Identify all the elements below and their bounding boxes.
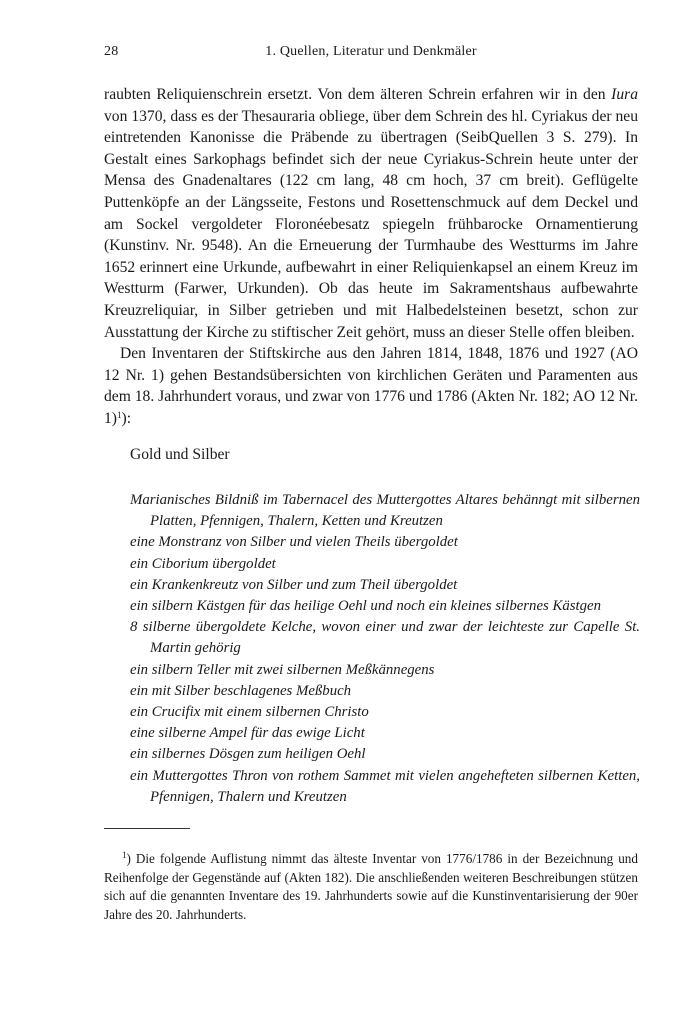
inventory-item: ein Krankenkreutz von Silber und zum Theil übergoldet bbox=[130, 576, 458, 593]
footnote-marker: 1 bbox=[122, 850, 127, 860]
footnote bbox=[104, 850, 638, 924]
inventory-item: 8 silberne übergoldete Kelche, wovon einer und zwar der leichteste zur Capelle St. Martin gehörig bbox=[130, 619, 640, 657]
inventory-item: ein Ciborium übergoldet bbox=[130, 555, 276, 572]
iura-title: Iura bbox=[611, 86, 638, 103]
inventory-item: ein Crucifix mit einem silbernen Christo bbox=[130, 704, 369, 721]
paragraph-1-text-b: von 1370, dass es der Thesauraria obliege, über dem Schrein des hl. Cyriakus der neu eintretenden Kanonisse die Präbende zu übertragen (SeibQuellen 3 S. 279). In Gestalt eines Sarkophags befindet sich der neue Cyriakus-Schrein heute unter der Mensa des Gnadenaltares (122 cm lang, 48 cm hoch, 37 cm breit). Geflügelte Puttenköpfe an der Längsseite, Festons und Rosettenschmuck auf dem Deckel und am Sockel vergoldeter Floronéebesatz spiegeln frühbarocke Ornamentierung (Kunstinv. Nr. 9548). An die Erneuerung der Turmhaube des Westturms im Jahre 1652 erinnert eine Urkunde, aufbewahrt in einer Reliquienkapsel an einem Kreuz im Westturm (Farwer, Urkunden). Ob das heute im Sakramentshaus aufbewahrte Kreuzreliquiar, in Silber getrieben und mit Halbedelsteinen besetzt, schon zur Ausstattung der Kirche zu stiftischer Zeit gehört, muss an dieser Stelle offen bleiben. bbox=[104, 107, 638, 341]
page-header bbox=[104, 44, 638, 64]
inventory-item: ein mit Silber beschlagenes Meßbuch bbox=[130, 682, 352, 699]
page-number: 28 bbox=[104, 44, 119, 59]
body-text bbox=[104, 84, 638, 430]
running-head: 1. Quellen, Literatur und Denkmäler bbox=[265, 44, 477, 59]
inventory-item: Marianisches Bildniß im Tabernacel des Muttergottes Altares behänngt mit silbernen Platten, Pfennigen, Thalern, Ketten und Kreutzen bbox=[130, 492, 640, 530]
paragraph-1-text-a: raubten Reliquienschrein ersetzt. Von dem älteren Schrein erfahren wir in den bbox=[104, 86, 612, 103]
paragraph-2 bbox=[104, 343, 638, 429]
footnote-ref: 1 bbox=[117, 409, 122, 420]
inventory-item: ein Muttergottes Thron von rothem Sammet mit vielen angehefteten silbernen Ketten, Pfennigen, Thalern und Kreutzen bbox=[130, 767, 640, 805]
footnote-divider bbox=[104, 828, 190, 829]
inventory-item: ein silbernes Dösgen zum heiligen Oehl bbox=[130, 746, 366, 763]
paragraph-1 bbox=[104, 84, 638, 343]
inventory-item: ein silbern Teller mit zwei silbernen Meßkännegens bbox=[130, 661, 435, 678]
inventory-item: eine silberne Ampel für das ewige Licht bbox=[130, 725, 365, 742]
paragraph-2-text-b: ): bbox=[121, 409, 132, 427]
paragraph-2-text-a: Den Inventaren der Stiftskirche aus den Jahren 1814, 1848, 1876 und 1927 (AO 12 Nr. 1) gehen Bestandsübersichten von kirchlichen Geräten und Paramenten aus dem 18. Jahrhundert voraus, und zwar von 1776 und 1786 (Akten Nr. 182; AO 12 Nr. 1) bbox=[104, 345, 639, 427]
section-heading: Gold und Silber bbox=[130, 446, 230, 463]
inventory-list bbox=[130, 490, 640, 808]
inventory-item: eine Monstranz von Silber und vielen Theils übergoldet bbox=[130, 534, 458, 551]
inventory-item: ein silbern Kästgen für das heilige Oehl und noch ein kleines silbernes Kästgen bbox=[130, 598, 601, 615]
footnote-text: ) Die folgende Auflistung nimmt das älteste Inventar von 1776/1786 in der Bezeichnung und Reihenfolge der Gegenstände auf (Akten 182). Die anschließenden weiteren Beschreibungen stützen sich auf die genannten Inventare des 19. Jahrhunderts sowie auf die Kunstinventarisierung der 90er Jahre des 20. Jahrhunderts. bbox=[104, 851, 638, 922]
